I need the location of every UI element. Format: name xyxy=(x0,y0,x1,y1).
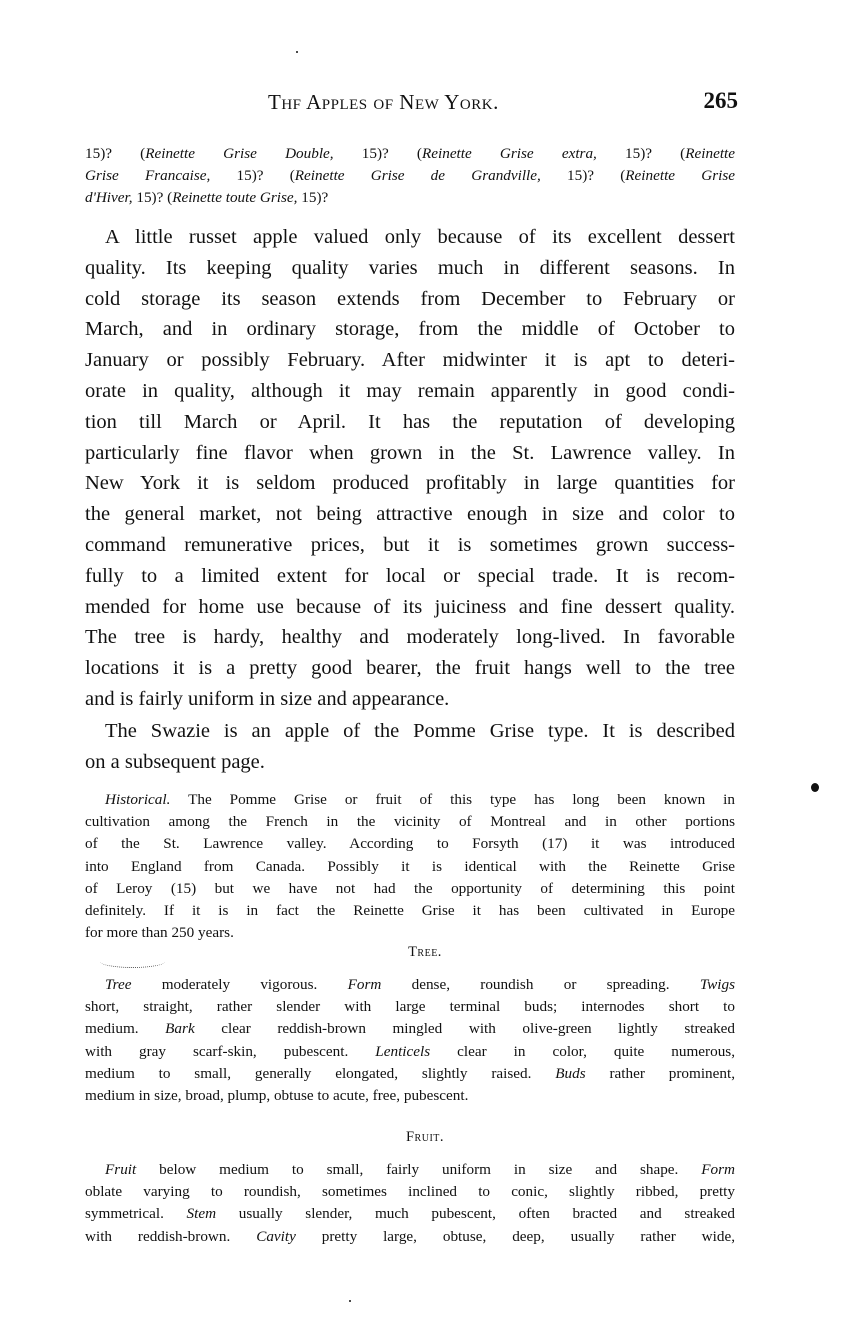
term-label: Twigs xyxy=(699,976,735,993)
term-label: Form xyxy=(701,1161,735,1178)
historical-text: of the St. Lawrence valley. According to Forsyth (17) it was introduced xyxy=(85,835,735,853)
tree-heading: Tree. xyxy=(408,944,442,960)
synonym-name: Reinette Grise xyxy=(625,167,735,184)
term-label: Bark xyxy=(165,1020,195,1038)
description-text: oblate varying to roundish, sometimes inclined to conic, slightly ribbed, pretty xyxy=(85,1183,735,1201)
running-head xyxy=(268,90,738,120)
text-line xyxy=(85,811,735,833)
historical-text: cultivation among the French in the vicinity of Montreal and in other portions xyxy=(85,813,735,831)
text-line xyxy=(85,996,735,1018)
text-line: The Swazie is an apple of the Pomme Grise type. It is described xyxy=(105,720,735,742)
historical-label: Historical. xyxy=(105,791,171,808)
description-text: pretty large, obtuse, deep, usually rather wide, xyxy=(295,1227,735,1245)
text-line: The tree is hardy, healthy and moderately long-lived. In favorable xyxy=(85,626,735,649)
text-line: A little russet apple valued only because of its excellent dessert xyxy=(105,226,735,248)
text-line xyxy=(105,789,735,811)
text-line: and is fairly uniform in size and appearance. xyxy=(85,688,450,710)
synonym-name: Reinette Grise extra, xyxy=(421,145,597,162)
text-line: March, and in ordinary storage, from the middle of October to xyxy=(85,318,735,341)
historical-text: for more than 250 years. xyxy=(85,924,234,942)
description-text: medium. xyxy=(85,1020,166,1038)
description-text: moderately vigorous. xyxy=(131,976,348,993)
ink-smudge-mark xyxy=(100,955,165,968)
historical-text: The Pomme Grise or fruit of this type has long been known in xyxy=(170,791,735,808)
text-line: the general market, not being attractive enough in size and color to xyxy=(85,503,735,526)
term-label: Fruit xyxy=(105,1161,137,1178)
synonym-line xyxy=(85,187,735,209)
running-head-title: Thf Apples of New York. xyxy=(268,90,499,114)
term-label: Stem xyxy=(186,1205,217,1223)
text-line: fully to a limited extent for local or special trade. It is recom- xyxy=(85,564,735,587)
description-text: clear reddish-brown mingled with olive-green lightly streaked xyxy=(194,1020,735,1038)
fruit-heading: Fruit. xyxy=(405,1129,445,1145)
synonym-line xyxy=(85,165,735,187)
synonym-name: d'Hiver, xyxy=(85,189,133,206)
synonym-reference: 15)? ( xyxy=(132,189,173,206)
text-line xyxy=(85,1041,735,1063)
historical-text: definitely. If it is in fact the Reinette Grise it has been cultivated in Europe xyxy=(85,902,735,919)
term-label: Lenticels xyxy=(375,1042,431,1060)
description-text: symmetrical. xyxy=(85,1205,187,1223)
text-line xyxy=(85,1203,735,1225)
description-text: medium to small, generally elongated, slightly raised. xyxy=(85,1064,556,1082)
synonym-reference: 15)? ( xyxy=(596,145,686,162)
description-text: medium in size, broad, plump, obtuse to acute, free, pubescent. xyxy=(85,1087,469,1104)
text-line: quality. Its keeping quality varies much in different seasons. In xyxy=(85,256,735,279)
text-line: particularly fine flavor when grown in the St. Lawrence valley. In xyxy=(85,441,735,464)
synonym-line xyxy=(85,143,735,165)
text-line xyxy=(85,922,735,944)
synonym-reference: 15)? xyxy=(297,189,329,206)
term-label: Tree xyxy=(105,976,132,993)
scan-speck xyxy=(349,1300,351,1302)
text-line: tion till March or April. It has the reputation of developing xyxy=(85,410,735,433)
page-number: 265 xyxy=(703,88,738,113)
synonym-name: Reinette Grise Double, xyxy=(145,145,334,162)
ink-dot-mark xyxy=(811,783,819,792)
description-text: rather prominent, xyxy=(585,1064,735,1082)
synonym-reference: 15)? ( xyxy=(333,145,422,162)
text-line xyxy=(85,1063,735,1085)
description-text: with reddish-brown. xyxy=(85,1227,257,1245)
text-line: orate in quality, although it may remain apparently in good condi- xyxy=(85,380,735,402)
text-line: on a subsequent page. xyxy=(85,750,265,773)
historical-text: of Leroy (15) but we have not had the opportunity of determining this point xyxy=(85,879,735,897)
text-line: cold storage its season extends from December to February or xyxy=(85,287,735,310)
description-text: usually slender, much pubescent, often bracted and streaked xyxy=(216,1205,736,1223)
text-line: mended for home use because of its juiciness and fine dessert quality. xyxy=(85,595,735,618)
description-text: clear in color, quite numerous, xyxy=(430,1042,735,1060)
text-line: command remunerative prices, but it is sometimes grown success- xyxy=(85,534,735,556)
historical-text: into England from Canada. Possibly it is identical with the Reinette Grise xyxy=(85,857,735,875)
scan-speck xyxy=(296,51,298,53)
text-line xyxy=(85,1085,735,1107)
term-label: Form xyxy=(347,976,382,993)
text-line xyxy=(85,1181,735,1203)
description-text: dense, roundish or spreading. xyxy=(381,976,700,993)
synonym-reference: 15)? ( xyxy=(210,167,295,184)
text-line xyxy=(85,1226,735,1248)
text-line xyxy=(85,833,735,855)
text-line xyxy=(85,900,735,922)
term-label: Cavity xyxy=(256,1227,296,1245)
text-line: locations it is a pretty good bearer, the fruit hangs well to the tree xyxy=(85,657,735,680)
description-text: with gray scarf-skin, pubescent. xyxy=(85,1042,376,1060)
text-line xyxy=(85,878,735,900)
synonym-name: Grise Francaise, xyxy=(85,167,211,184)
text-line xyxy=(85,1018,735,1040)
synonym-name: Reinette xyxy=(685,145,736,162)
synonym-reference: 15)? ( xyxy=(85,145,146,162)
description-text: short, straight, rather slender with large terminal buds; internodes short to xyxy=(85,998,735,1016)
term-label: Buds xyxy=(555,1064,586,1082)
synonym-name: Reinette toute Grise, xyxy=(172,189,298,206)
description-text: below medium to small, fairly uniform in size and shape. xyxy=(136,1161,702,1178)
text-line xyxy=(85,856,735,878)
text-line xyxy=(105,1159,735,1181)
text-line xyxy=(105,974,735,996)
text-line: New York it is seldom produced profitably in large quantities for xyxy=(85,472,735,495)
text-line: January or possibly February. After midwinter it is apt to deteri- xyxy=(85,349,735,372)
synonym-reference: 15)? ( xyxy=(540,167,626,184)
synonym-name: Reinette Grise de Grandville, xyxy=(294,167,541,184)
